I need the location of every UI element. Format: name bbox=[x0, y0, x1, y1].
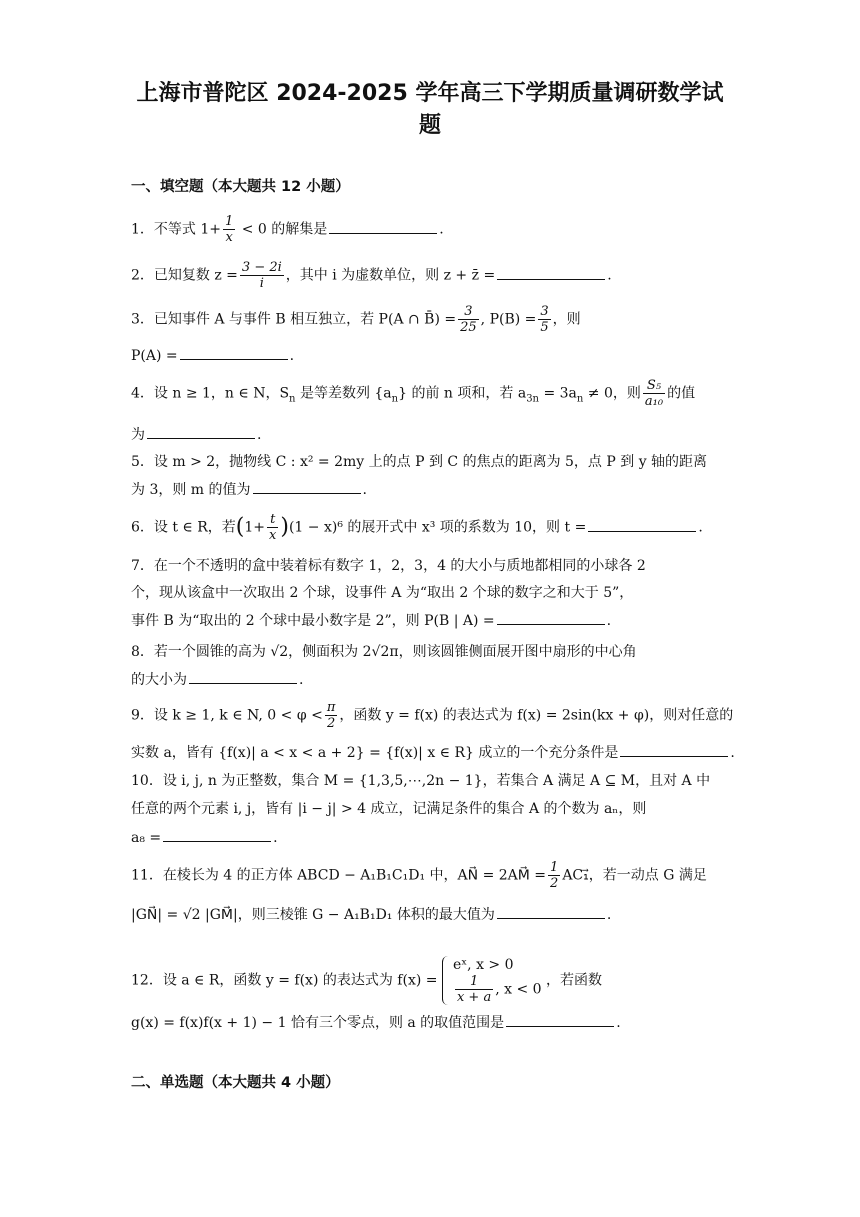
answer-blank[interactable] bbox=[497, 904, 605, 919]
answer-blank[interactable] bbox=[253, 479, 361, 494]
answer-blank[interactable] bbox=[163, 827, 271, 842]
q10-text: 10．设 i, j, n 为正整数，集合 M = {1,3,5,⋯,2n − 1}，若集合 A 满足 A ⊆ M，且对 A 中 bbox=[131, 773, 711, 789]
q12-text-3: g(x) = f(x)f(x + 1) − 1 恰有三个零点，则 a 的取值范围是 bbox=[131, 1015, 505, 1031]
q4-text-7: 为 bbox=[131, 427, 145, 443]
fraction-z bbox=[240, 260, 284, 291]
frac-num: 1 bbox=[550, 860, 559, 875]
piece-2 bbox=[453, 974, 542, 1005]
q2-end: . bbox=[607, 267, 612, 284]
q8-text-2: 的大小为 bbox=[131, 672, 187, 688]
answer-blank[interactable] bbox=[189, 669, 297, 684]
q5-text-2: 为 3，则 m 的值为 bbox=[131, 482, 251, 498]
fraction-half bbox=[548, 860, 560, 891]
q4-sub: 3n bbox=[526, 393, 539, 405]
q3-text-2: , P(B) = bbox=[480, 311, 537, 328]
frac-num: 3 bbox=[458, 304, 479, 320]
frac-den: 5 bbox=[540, 320, 549, 335]
q12-end: . bbox=[616, 1015, 621, 1031]
q1-text-2: < 0 的解集是 bbox=[237, 221, 328, 238]
fraction-3-25 bbox=[458, 304, 479, 335]
q4-sub: n bbox=[289, 393, 296, 405]
q4-text-2: 是等差数列 {a bbox=[295, 385, 392, 402]
q9-text: 9．设 k ≥ 1, k ∈ N, 0 < φ < bbox=[131, 707, 323, 724]
question-1 bbox=[131, 214, 731, 245]
frac-num: t bbox=[267, 512, 278, 528]
frac-num: 3 − 2i bbox=[241, 260, 282, 275]
frac-den: 25 bbox=[460, 320, 477, 335]
piece-2-cond: , x < 0 bbox=[495, 981, 542, 998]
q4-sub: n bbox=[391, 393, 399, 405]
fraction-pi-over-2 bbox=[325, 700, 338, 731]
left-paren: ( bbox=[235, 514, 245, 540]
q11-end: . bbox=[606, 907, 612, 923]
q3-text: 3．已知事件 A 与事件 B 相互独立，若 P(A ∩ B̄) = bbox=[131, 311, 457, 328]
frac-num: S₅ bbox=[643, 378, 665, 394]
q6-text-2: (1 − x)⁶ 的展开式中 x³ 项的系数为 10，则 t = bbox=[288, 519, 587, 536]
q3-end: . bbox=[289, 348, 295, 364]
q10-text-2: 任意的两个元素 i, j，皆有 |i − j| > 4 成立，记满足条件的集合 A 的个数为 aₙ，则 bbox=[131, 801, 647, 817]
q6-text: 6．设 t ∈ R，若 bbox=[131, 519, 236, 536]
piece-1: eˣ, x > 0 bbox=[452, 957, 514, 973]
q11-text-2: AC₁⃗，若一动点 G 满足 bbox=[562, 867, 707, 884]
q7-text-3: 事件 B 为“取出的 2 个球中最小数字是 2”，则 P(B | A) = bbox=[131, 613, 495, 629]
question-11 bbox=[131, 860, 731, 891]
question-2 bbox=[131, 260, 731, 291]
piecewise-brace bbox=[442, 956, 542, 1005]
q5-end: . bbox=[362, 482, 367, 498]
fraction-3-5 bbox=[538, 304, 550, 335]
q2-text: 2．已知复数 z = bbox=[131, 267, 238, 284]
fraction-1-over-x-plus-a bbox=[455, 974, 493, 1005]
question-7 bbox=[131, 556, 731, 576]
q8-text: 8．若一个圆锥的高为 √2，侧面积为 2√2π，则该圆锥侧面展开图中扇形的中心角 bbox=[131, 644, 637, 660]
answer-blank[interactable] bbox=[497, 610, 605, 625]
answer-blank[interactable] bbox=[588, 517, 696, 532]
q4-text-4: = 3a bbox=[539, 385, 577, 402]
fraction-s5-a10 bbox=[643, 378, 665, 409]
q7-text: 7．在一个不透明的盒中装着标有数字 1，2，3，4 的大小与质地都相同的小球各 2 bbox=[131, 558, 646, 574]
page-title: 上海市普陀区 2024-2025 学年高三下学期质量调研数学试 bbox=[136, 81, 724, 106]
answer-blank[interactable] bbox=[497, 265, 605, 280]
frac-num: 1 bbox=[225, 214, 234, 229]
question-12 bbox=[131, 956, 731, 1005]
question-10-line2 bbox=[131, 799, 731, 819]
q3-text-4: P(A) = bbox=[131, 348, 178, 364]
q5-text: 5．设 m > 2，抛物线 C : x² = 2my 上的点 P 到 C 的焦点的距离为 5，点 P 到 y 轴的距离 bbox=[131, 454, 708, 470]
question-11-line2 bbox=[131, 904, 731, 925]
answer-blank[interactable] bbox=[329, 219, 437, 234]
q3-text-3: ，则 bbox=[552, 311, 581, 328]
question-12-line2 bbox=[131, 1012, 731, 1033]
question-6: 6．设 t ∈ R，若(1+ $\frac{t}{x}$ )(1 − x)⁶ 的展开式中 x³ 项的系数为 10，则 t = . bbox=[131, 512, 703, 543]
q4-text-3: } 的前 n 项和，若 a bbox=[398, 385, 527, 402]
q9-end: . bbox=[730, 745, 735, 761]
frac-num: π bbox=[326, 700, 336, 715]
question-5-line2 bbox=[131, 479, 731, 500]
answer-blank[interactable] bbox=[147, 424, 255, 439]
q7-text-2: 个，现从该盒中一次取出 2 个球，设事件 A 为“取出 2 个球的数字之和大于 5”， bbox=[131, 585, 634, 601]
q11-text-3: |GN⃗| = √2 |GM⃗|，则三棱锥 G − A₁B₁D₁ 体积的最大值为 bbox=[131, 907, 495, 923]
q4-end: . bbox=[257, 427, 262, 443]
q10-end: . bbox=[273, 830, 278, 846]
answer-blank[interactable] bbox=[180, 345, 288, 360]
right-paren: ) bbox=[280, 514, 289, 540]
q4-text-5: ≠ 0，则 bbox=[583, 385, 641, 402]
frac-den: i bbox=[259, 276, 264, 291]
fraction-t-over-x bbox=[267, 512, 278, 543]
question-8-line2 bbox=[131, 669, 731, 690]
frac-den: x bbox=[225, 230, 233, 245]
answer-blank[interactable] bbox=[620, 742, 728, 757]
question-9 bbox=[131, 700, 734, 731]
q1-text: 1．不等式 1+ bbox=[131, 221, 221, 238]
frac-den: a₁₀ bbox=[644, 394, 664, 409]
q12-text-2: ，若函数 bbox=[546, 972, 602, 989]
q12-text: 12．设 a ∈ R，函数 y = f(x) 的表达式为 f(x) = bbox=[131, 972, 438, 989]
question-9-line2 bbox=[131, 742, 735, 763]
frac-num: 1 bbox=[455, 974, 493, 990]
q11-text: 11．在棱长为 4 的正方体 ABCD − A₁B₁C₁D₁ 中，AN⃗ = 2AM⃗ = bbox=[131, 867, 547, 884]
question-4-line2 bbox=[131, 424, 731, 445]
frac-den: 2 bbox=[326, 716, 336, 731]
q4-text-6: 的值 bbox=[667, 385, 696, 402]
frac-num: 3 bbox=[540, 304, 549, 319]
q8-end: . bbox=[299, 672, 304, 688]
frac-den: x + a bbox=[456, 990, 492, 1005]
section-choice-heading: 二、单选题（本大题共 4 小题） bbox=[131, 1075, 340, 1091]
section-fill-in-heading: 一、填空题（本大题共 12 小题） bbox=[131, 179, 350, 195]
q10-text-3: a₈ = bbox=[131, 830, 162, 846]
question-7-line2 bbox=[131, 583, 731, 603]
question-10-line3 bbox=[131, 827, 731, 848]
frac-den: x bbox=[269, 528, 277, 543]
frac-den: 2 bbox=[550, 876, 559, 891]
q7-end: . bbox=[606, 613, 612, 629]
q4-sub: n bbox=[576, 393, 584, 405]
q2-text-2: ，其中 i 为虚数单位，则 z + z̄ = bbox=[285, 267, 496, 284]
page-title-line2: 题 bbox=[418, 113, 441, 138]
question-7-line3 bbox=[131, 610, 731, 631]
question-10 bbox=[131, 771, 731, 791]
fraction-1-over-x bbox=[223, 214, 235, 245]
q9-text-2: ，函数 y = f(x) 的表达式为 f(x) = 2sin(kx + φ)，则对任意的 bbox=[339, 707, 734, 724]
q4-text: 4．设 n ≥ 1，n ∈ N，S bbox=[131, 385, 290, 402]
q1-end: . bbox=[439, 221, 444, 238]
question-5 bbox=[131, 452, 731, 472]
question-3 bbox=[131, 304, 731, 335]
q9-text-3: 实数 a，皆有 {f(x)| a < x < a + 2} = {f(x)| x ∈ R} 成立的一个充分条件是 bbox=[131, 745, 619, 761]
question-8 bbox=[131, 642, 731, 662]
question-3-line2 bbox=[131, 345, 731, 366]
question-4 bbox=[131, 378, 731, 409]
answer-blank[interactable] bbox=[506, 1012, 614, 1027]
q6-end: . bbox=[698, 519, 703, 536]
